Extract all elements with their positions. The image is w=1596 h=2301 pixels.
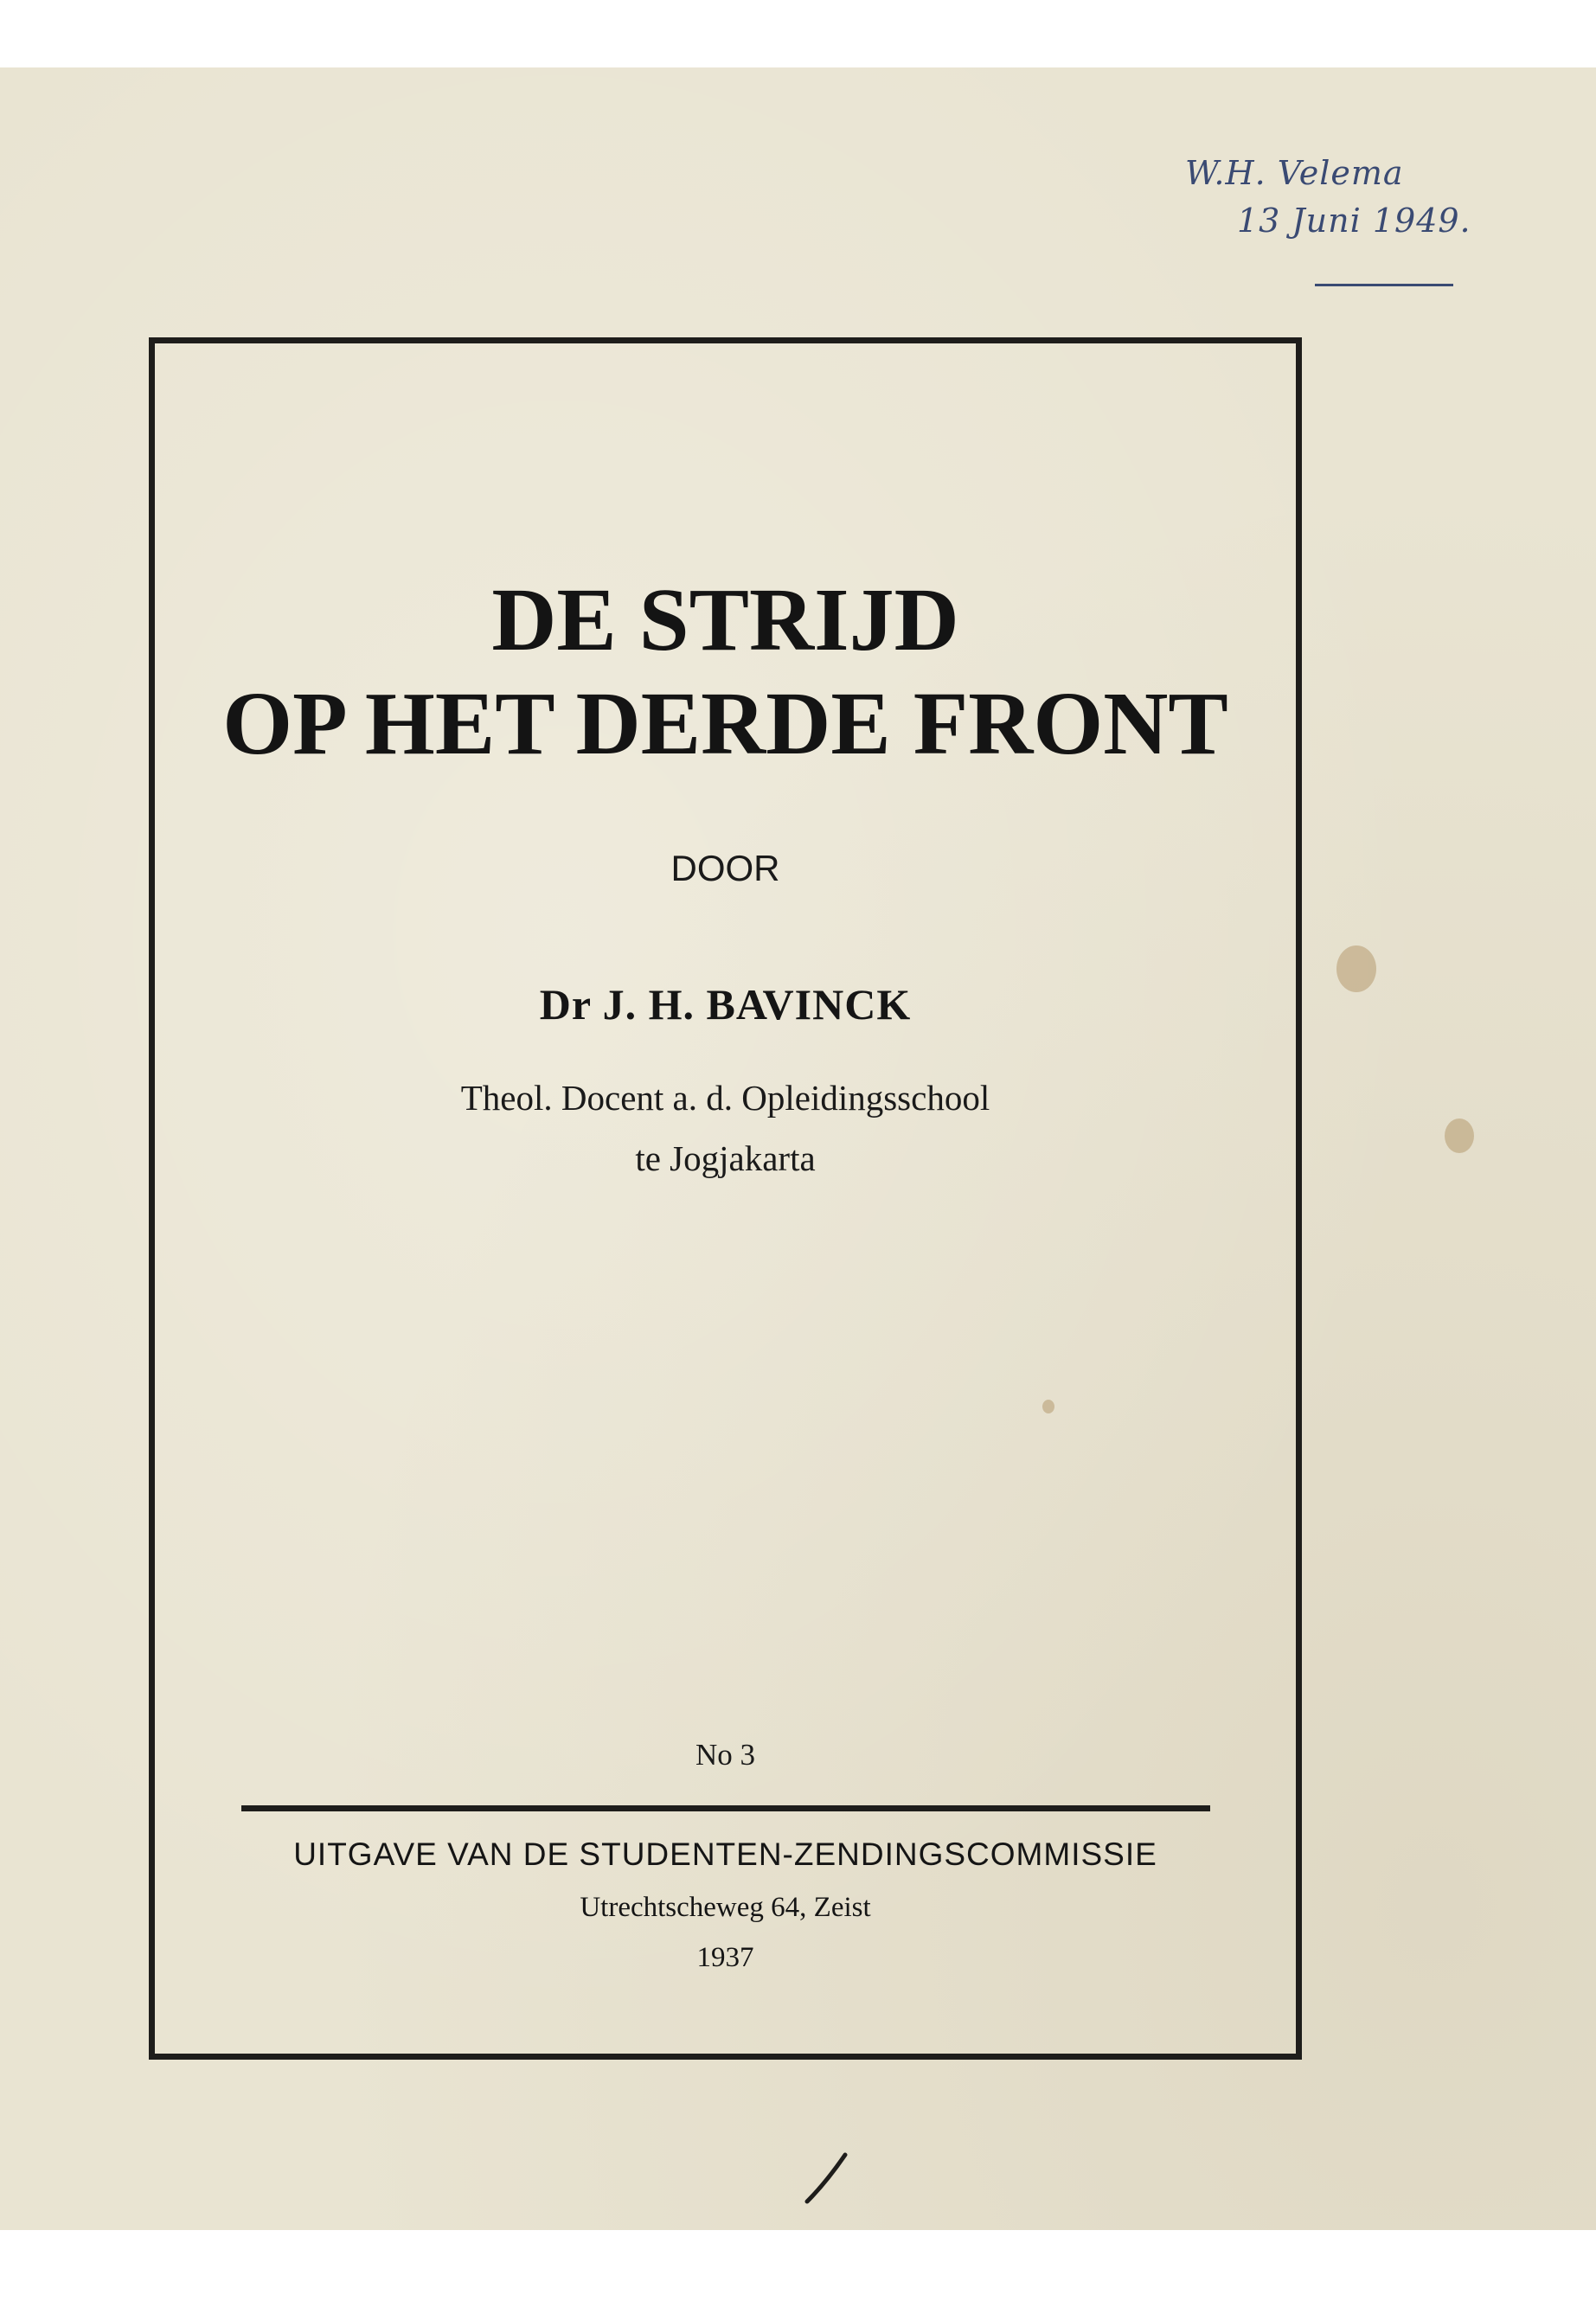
author-position-line-2: te Jogjakarta <box>635 1138 816 1178</box>
title-page <box>0 67 1596 2230</box>
publisher-address: Utrechtscheweg 64, Zeist <box>580 1892 871 1923</box>
handwritten-underline <box>1315 284 1453 286</box>
handwritten-signature <box>1185 154 1514 258</box>
title-line-2: OP HET DERDE FRONT <box>222 674 1228 773</box>
handwritten-date: 13 Juni 1949. <box>1237 202 1471 240</box>
handwritten-name: W.H. Velema <box>1185 154 1404 192</box>
title-line-1: DE STRIJD <box>491 570 959 670</box>
foxing-spot <box>1445 1118 1474 1153</box>
byline-label: DOOR <box>670 848 780 888</box>
pencil-mark <box>800 2148 852 2208</box>
foxing-spot <box>1336 945 1376 992</box>
series-number: No 3 <box>695 1738 756 1772</box>
publication-year: 1937 <box>696 1942 754 1973</box>
author-name: Dr J. H. BAVINCK <box>539 980 912 1029</box>
author-position-line-1: Theol. Docent a. d. Opleidingsschool <box>460 1078 990 1118</box>
publisher: UITGAVE VAN DE STUDENTEN-ZENDINGSCOMMISSIE <box>293 1836 1157 1872</box>
title-frame <box>149 337 1302 2060</box>
divider-rule <box>241 1805 1210 1811</box>
